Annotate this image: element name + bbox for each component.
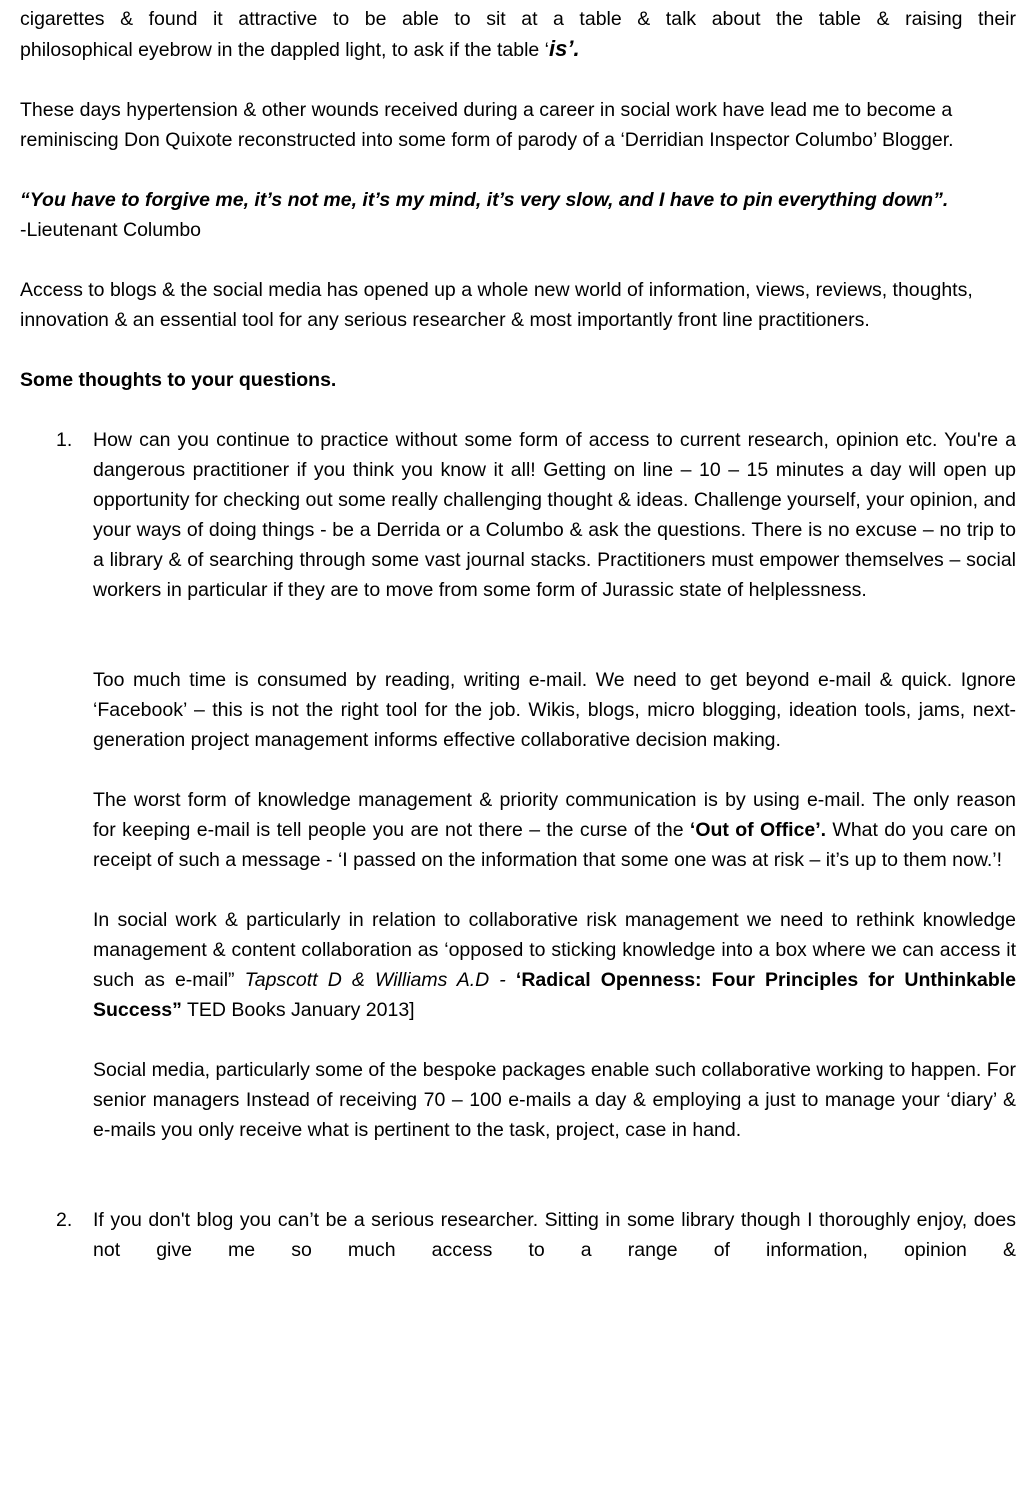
intro-is-word: is’. bbox=[549, 36, 580, 61]
answers-list bbox=[20, 425, 1016, 1265]
spacer bbox=[93, 755, 1016, 785]
answer-1-paragraph-3 bbox=[93, 785, 1016, 875]
intro-line-2 bbox=[20, 34, 1016, 65]
answer-number: 1. bbox=[56, 429, 73, 451]
quote-attribution: -Lieutenant Columbo bbox=[20, 219, 202, 241]
answer-number: 2. bbox=[56, 1209, 73, 1231]
answer-1-paragraph-1: How can you continue to practice without some form of access to current research, opinion etc. You're a dangerous practitioner if you think you know it all! Getting on line – 10 – 15 minutes a day will open up opportunity for checking out some really challenging thought & ideas. Challenge yourself, your opinion, and your ways of doing things - be a Derrida or a Columbo & ask the questions. There is no excuse – no trip to a library & of searching through some vast journal stacks. Practitioners must empower themselves – social workers in particular if they are to move from some form of Jurassic state of helplessness. bbox=[93, 429, 1016, 601]
answer-spacer bbox=[20, 1145, 1016, 1205]
para3-end: What do you care on receipt of such a message - ‘I passed on the information that some one was at risk – it’s up to them now.’! bbox=[93, 819, 1017, 871]
section-heading: Some thoughts to your questions. bbox=[20, 369, 337, 391]
answer-item-1 bbox=[20, 425, 1016, 1145]
spacer bbox=[20, 65, 1016, 95]
spacer bbox=[93, 605, 1016, 665]
intro-line-1-text: cigarettes & found it attractive to be able to sit at a table & talk about the table & raising their bbox=[20, 8, 1016, 30]
citation-authors: Tapscott D & Williams A.D - bbox=[244, 969, 506, 991]
citation-title: ‘Radical Openness: Four Principles for Unthinkable Success” bbox=[93, 969, 1016, 1021]
para4-start: In social work & particularly in relation to collaborative risk management we need to rethink knowledge management & content collaboration as ‘opposed to sticking knowledge into a box where we can access it such as e-mail” bbox=[93, 909, 1016, 991]
spacer bbox=[20, 335, 1016, 365]
spacer bbox=[20, 395, 1016, 425]
intro-line-2-text: philosophical eyebrow in the dappled light, to ask if the table ‘ bbox=[20, 39, 550, 61]
para3-start: The worst form of knowledge management & priority communication is by using e-mail. The only reason for keeping e-mail is tell people you are not there – the curse of the bbox=[93, 789, 1016, 841]
answer-2-paragraph-1: If you don't blog you can’t be a serious researcher. Sitting in some library though I thoroughly enjoy, does not give me so much access to a range of information, opinion & bbox=[93, 1209, 1016, 1261]
answer-1-paragraph-4 bbox=[93, 905, 1016, 1025]
out-of-office-phrase: ‘Out of Office’. bbox=[689, 819, 827, 841]
paragraph-access: Access to blogs & the social media has opened up a whole new world of information, views, reviews, thoughts, innovation & an essential tool for any serious researcher & most importantly front line practitioners. bbox=[20, 279, 973, 331]
answer-1-paragraph-5: Social media, particularly some of the bespoke packages enable such collaborative working to happen. For senior managers Instead of receiving 70 – 100 e-mails a day & employing a just to manage your ‘diary’ & e-mails you only receive what is pertinent to the task, project, case in hand. bbox=[93, 1059, 1016, 1141]
spacer bbox=[93, 875, 1016, 905]
spacer bbox=[20, 245, 1016, 275]
document-page bbox=[20, 4, 1016, 1265]
citation-publisher: TED Books January 2013] bbox=[181, 999, 415, 1021]
intro-line-1 bbox=[20, 4, 1016, 34]
spacer bbox=[93, 1025, 1016, 1055]
paragraph-hypertension: These days hypertension & other wounds received during a career in social work have lead me to become a reminiscing Don Quixote reconstructed into some form of parody of a ‘Derridian Inspector Columbo’ Blogger. bbox=[20, 99, 954, 151]
spacer bbox=[20, 155, 1016, 185]
answer-item-2 bbox=[20, 1205, 1016, 1265]
columbo-quote: “You have to forgive me, it’s not me, it’s my mind, it’s very slow, and I have to pin everything down”. bbox=[20, 189, 949, 211]
answer-1-paragraph-2: Too much time is consumed by reading, writing e-mail. We need to get beyond e-mail & quick. Ignore ‘Facebook’ – this is not the right tool for the job. Wikis, blogs, micro blogging, ideation tools, jams, next-generation project management informs effective collaborative decision making. bbox=[93, 669, 1016, 751]
